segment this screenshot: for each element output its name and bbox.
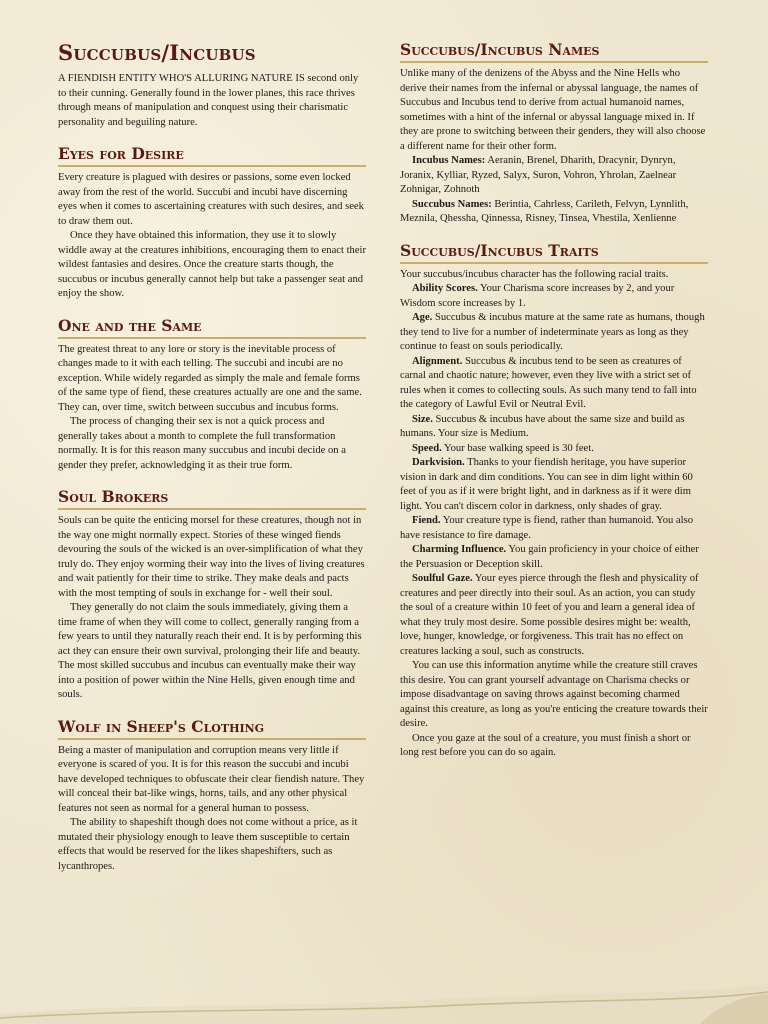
trait-text: Succubus & incubus have about the same size and build as humans. Your size is Medium.	[400, 413, 685, 439]
section-heading: Succubus/Incubus Traits	[400, 241, 708, 264]
trait-text: Your eyes pierce through the flesh and physicality of creatures and peer directly into their soul. As an action, you can study the soul of a creature within 10 feet of you and learn a general idea of what they truly most desire. Some possible desires might be: wealth, love, hunger, knowledge, or forgiveness. This trait has no effect on creatures lacking a soul, such as constructs.	[400, 573, 699, 657]
section-soul-brokers	[58, 487, 366, 703]
paragraph: Being a master of manipulation and corruption means very little if everyone is scared of you. It is for this reason the succubi and incubi have developed techniques to obfuscate their clear fiendish nature. They will conceal their bat-like wings, horns, tails, and any other physical features not seen as normal for a general human to possess.	[58, 744, 365, 814]
succubus-names	[400, 198, 708, 227]
incubus-names-label: Incubus Names:	[412, 155, 486, 166]
trait-label: Charming Influence.	[412, 544, 507, 555]
succubus-names-label: Succubus Names:	[412, 198, 492, 210]
trait-label: Age.	[412, 312, 433, 323]
trait-label: Size.	[412, 413, 433, 425]
trait-text: Succubus & incubus mature at the same rate as humans, though they tend to live for a number of indeterminate years as long as they continue to feast on souls periodically.	[400, 312, 705, 352]
paragraph: You can use this information anytime while the creature still craves this desire. You can grant yourself advantage on Charisma checks or impose disadvantage on saving throws against becoming charmed against this creature, as long as you're enticing the creature towards their desire.	[400, 660, 708, 729]
incubus-names-list: Aeranin, Brenel, Dharith, Dracynir, Dynryn, Joranix, Kylliar, Ryzed, Salyx, Suron, Vohron, Yhrolan, Zaelnear Zohnigar, Zohnoth	[400, 155, 677, 195]
section-heading: Eyes for Desire	[58, 144, 366, 167]
section-heading: One and the Same	[58, 316, 366, 339]
paragraph: Once they have obtained this information, they use it to slowly widdle away at the creatures inhibitions, encouraging them to enact their wildest fantasies and desires. Once the creature starts though, the succubus or incubus generally cannot help but take a passenger seat and enjoy the show.	[58, 230, 366, 299]
right-column	[400, 40, 708, 775]
trait-label: Speed.	[412, 442, 442, 454]
section-names	[400, 40, 708, 227]
intro-lead: A FIENDISH ENTITY WHO'S ALLURING NATURE IS	[58, 73, 305, 84]
trait-alignment	[400, 355, 708, 413]
intro-rest: second only to their cunning. Generally found in the lower planes, this race thrives through means of manipulation and conquest using their charismatic personality and beguiling nature.	[58, 73, 359, 128]
paragraph: Every creature is plagued with desires or passions, some even locked away from the rest of the world. Succubi and incubi have discerning eyes when it comes to ascertaining creatures with such desires, and seek to draw them out.	[58, 172, 364, 227]
trait-label: Alignment.	[412, 355, 463, 367]
trait-label: Soulful Gaze.	[412, 573, 473, 584]
paragraph: Once you gaze at the soul of a creature, you must finish a short or long rest before you can do so again.	[400, 732, 691, 758]
trait-text: Succubus & incubus tend to be seen as creatures of carnal and chaotic nature; however, even they live with a strict set of rules when it comes to collecting souls. As such many tend to fall into the category of Lawful Evil or Neutral Evil.	[400, 355, 697, 410]
trait-age	[400, 311, 708, 355]
section-heading: Succubus/Incubus Names	[400, 40, 708, 63]
succubus-names-list: Berintia, Cahrless, Carileth, Felvyn, Lynnlith, Meznila, Qhessha, Qinnessa, Risney, Tinsea, Vhestila, Xenlienne	[400, 198, 689, 224]
section-heading: Wolf in Sheep's Clothing	[58, 717, 366, 740]
trait-text: You gain proficiency in your choice of either the Persuasion or Deception skill.	[400, 544, 699, 570]
left-column	[58, 40, 366, 888]
trait-size	[400, 413, 708, 442]
paragraph: Souls can be quite the enticing morsel for these creatures, though not in the way one might normally expect. Stories of these winged fiends devouring the souls of the wicked is an over-simplification of what they truly do. They enjoy worming their way into the lives of living creatures and wait patiently for their time to strike. They make deals and pacts with the most tempting of souls in exchange for - well their soul.	[58, 515, 365, 599]
trait-speed	[400, 442, 708, 457]
paragraph: Unlike many of the denizens of the Abyss and the Nine Hells who derive their names from the infernal or abyssal language, the names of Succubus and Incubus tend to derive from actual humanoid names, sometimes with a hint of the infernal or abyssal language mixed in. If they are prone to switching between their genders, they will also choose a different name for their other form.	[400, 68, 706, 152]
section-one-and-the-same	[58, 316, 366, 474]
paragraph: The process of changing their sex is not a quick process and generally takes about a month to complete the full transformation normally. It is for this reason many succubus and incubi decide on a gender they prefer, acknowledging it as their true form.	[58, 416, 346, 471]
trait-label: Ability Scores.	[412, 283, 478, 294]
paragraph: They generally do not claim the souls immediately, giving them a time frame of when they will come to collect, generally ranging from a few years to until they naturally reach their end. It is by performing this act they can ensure their own survival, prolonging their life and beauty. The most skilled succubus and incubus can eventually make their way into a position of power within the Nine Hells, given enough time and souls.	[58, 602, 362, 700]
trait-text: Your base walking speed is 30 feet.	[441, 442, 594, 454]
trait-text: Thanks to your fiendish heritage, you have superior vision in dark and dim conditions. You can see in dim light within 60 feet of you as if it were bright light, and in darkness as if it were dim light. You can't discern color in darkness, only shades of gray.	[400, 457, 693, 512]
paragraph: The ability to shapeshift though does not come without a price, as it mutated their physiology enough to leave them susceptible to certain effects that would be reserved for the likes shapeshifters, such as lycanthropes.	[58, 817, 358, 872]
trait-ability-scores	[400, 282, 708, 311]
trait-text: Your Charisma score increases by 2, and your Wisdom score increases by 1.	[400, 283, 675, 309]
intro-paragraph	[58, 72, 366, 130]
trait-text: Your creature type is fiend, rather than humanoid. You also have resistance to fire damage.	[400, 515, 694, 541]
paragraph: Your succubus/incubus character has the following racial traits.	[400, 268, 669, 280]
page-footer-decoration	[0, 974, 768, 1024]
trait-label: Fiend.	[412, 515, 441, 526]
trait-darkvision	[400, 456, 708, 514]
incubus-names	[400, 154, 708, 198]
paragraph: The greatest threat to any lore or story is the inevitable process of changes made to it with each telling. The succubi and incubi are no exception. While widely regarded as simply the male and female forms of the same type of fiend, these creatures actually are one and the same. They can, over time, switch between succubus and incubus forms.	[58, 343, 362, 413]
trait-charming-influence	[400, 543, 708, 572]
trait-label: Darkvision.	[412, 457, 465, 468]
section-wolf-in-sheeps-clothing	[58, 717, 366, 875]
section-heading: Soul Brokers	[58, 487, 366, 510]
trait-soulful-gaze	[400, 572, 708, 659]
section-eyes-for-desire	[58, 144, 366, 302]
trait-fiend	[400, 514, 708, 543]
section-traits	[400, 241, 708, 761]
page-title: Succubus/Incubus	[58, 40, 256, 65]
